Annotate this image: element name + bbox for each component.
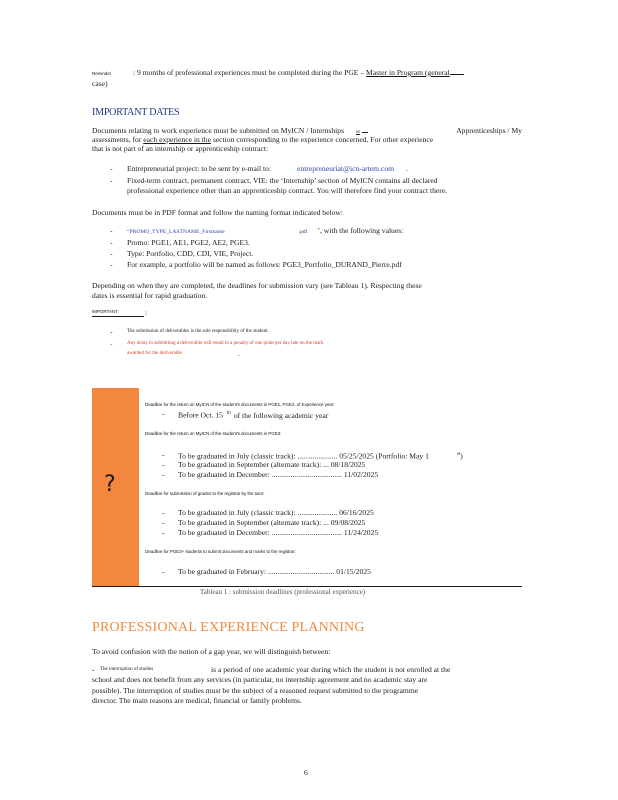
bullet-dash: - xyxy=(110,176,113,185)
question-mark-icon: ? xyxy=(104,472,116,497)
bullet-dash: - xyxy=(110,339,113,348)
or-text: or xyxy=(355,130,361,135)
important-colon: : xyxy=(145,308,148,317)
table-section-title: Deadline for submission of grades to the registrar by the tutor: xyxy=(145,491,265,496)
bullet-dash: - xyxy=(162,518,165,527)
important-item-2-dot: . xyxy=(238,349,240,358)
interruption-label: The interruption of studies xyxy=(100,667,154,672)
bullet-dash: - xyxy=(110,238,113,247)
important-item-2-cont: awarded for the deliverable xyxy=(127,351,182,356)
table-row: To be graduated in February: ................................... 01/15/2025 xyxy=(178,567,371,576)
planning-line4: director. The main reasons are medical, financial or family problems. xyxy=(92,696,302,705)
bullet-dash: - xyxy=(162,460,165,469)
important-dates-p1-line2: assessments, for each experience in the section corresponding to the experience concerned. For other experience xyxy=(92,135,434,144)
reminder-text: : 9 months of professional experiences must be completed during the PGE – Master in Program (general xyxy=(133,68,464,78)
table-bottom-border xyxy=(92,586,522,587)
bullet-dash: - xyxy=(162,409,165,418)
table-section-title: Deadline for the return on MyICN of the student's documents in PGE3: xyxy=(145,431,282,436)
planning-line1: is a period of one academic year during which the student is not enrolled at the xyxy=(211,665,451,674)
bullet-dash: - xyxy=(110,327,113,336)
planning-dash: - xyxy=(92,665,95,674)
planning-line2: school and does not benefit from any services (in particular, no internship agreement and no academic stay are xyxy=(92,675,428,684)
reminder-label: Reminder xyxy=(92,71,112,76)
table-section-title: Deadline for the return on MyICN of the student's documents in PGE1, PGE2, of Experience year: xyxy=(145,402,335,407)
important-item-2: Any delay in submitting a deliverable will result in a penalty of one point per day late on the mark xyxy=(127,341,324,346)
bullet-dash: - xyxy=(110,226,113,235)
reminder-link[interactable]: Master in Program (general xyxy=(366,68,450,77)
bullet-entrepreneurial: Entrepreneurial project: to be sent by e-mail to: entrepreneuriat@icn-artem.com . xyxy=(127,164,408,173)
table-row: To be graduated in September (alternate track): ... 08/18/2025 xyxy=(178,460,366,469)
naming-type: Type: Portfolio, CDD, CDI, VIE, Project. xyxy=(127,249,254,258)
naming-example: For example, a portfolio will be named as follows: PGE3_Portfolio_DURAND_Pierre.pdf xyxy=(127,260,402,269)
planning-intro: To avoid confusion with the notion of a gap year, we will distinguish between: xyxy=(92,647,331,656)
bullet-dash: - xyxy=(162,567,165,576)
table-caption: Tableau 1 : submission deadlines (professional experience) xyxy=(200,588,366,596)
deadlines-intro-l2: dates is essential for rapid graduation. xyxy=(92,291,208,300)
important-item-1: The submission of deliverables is the sole responsibility of the student. xyxy=(127,329,269,334)
bullet-dash: - xyxy=(162,470,165,479)
table-row: Before Oct. 15 $^{th}$ of the following academic year xyxy=(178,410,329,420)
planning-line3: possible). The interruption of studies must be the subject of a reasoned request submitted to the programme xyxy=(92,686,419,695)
table-section-title: Deadline for PGE3+ students to submit documents and marks to the registrar: xyxy=(145,549,296,554)
bullet-dash: - xyxy=(110,164,113,173)
table-row: To be graduated in September (alternate track): ... 09/08/2025 xyxy=(178,518,366,527)
bullet-fixed-term-l2: professional experience other than an apprenticeship contract. You will therefore find your contract there. xyxy=(127,186,448,195)
bullet-dash: - xyxy=(110,260,113,269)
important-dates-p1-line1: Documents relating to work experience must be submitted on MyICN / Internships or Apprenticeships / My xyxy=(92,126,522,135)
bullet-dash: - xyxy=(110,249,113,258)
table-row: To be graduated in December: ..................................... 11/02/2025 xyxy=(178,470,379,479)
reminder-line2: case) xyxy=(92,79,108,88)
bullet-dash: - xyxy=(162,508,165,517)
naming-code-line: “PROMO_TYPE_LASTNAME_Firstname .pdf ’, with the following values: xyxy=(127,226,404,235)
planning-heading: PROFESSIONAL EXPERIENCE PLANNING xyxy=(92,620,365,635)
bullet-dash: - xyxy=(162,450,165,459)
table-row: To be graduated in July (classic track): ..................... 05/25/2025 (Portfolio: May 1 $^{st}$) xyxy=(178,451,463,461)
important-dates-heading: IMPORTANT DATES xyxy=(92,107,180,118)
bullet-fixed-term-l1: Fixed-term contract, permanent contract, VIE: the ‘Internship’ section of MyICN contains all declared xyxy=(127,176,438,185)
table-row: To be graduated in July (classic track): ..................... 06/16/2025 xyxy=(178,508,374,517)
naming-intro: Documents must be in PDF format and follow the naming format indicated below: xyxy=(92,208,343,217)
important-dates-p1-line3: that is not part of an internship or apprenticeship contract: xyxy=(92,144,269,153)
important-underline xyxy=(92,316,144,317)
table-row: To be graduated in December: ..................................... 11/24/2025 xyxy=(178,528,379,537)
email-link[interactable]: entrepreneuriat@icn-artem.com xyxy=(297,164,395,173)
page-number: 6 xyxy=(304,768,308,777)
naming-promo: Promo: PGE1, AE1, PGE2, AE2, PGE3. xyxy=(127,238,250,247)
bullet-dash: - xyxy=(162,528,165,537)
deadlines-intro-l1: Depending on when they are completed, the deadlines for submission vary (see Tableau 1). Respecting these xyxy=(92,281,422,290)
important-label: IMPORTANT xyxy=(92,309,118,314)
